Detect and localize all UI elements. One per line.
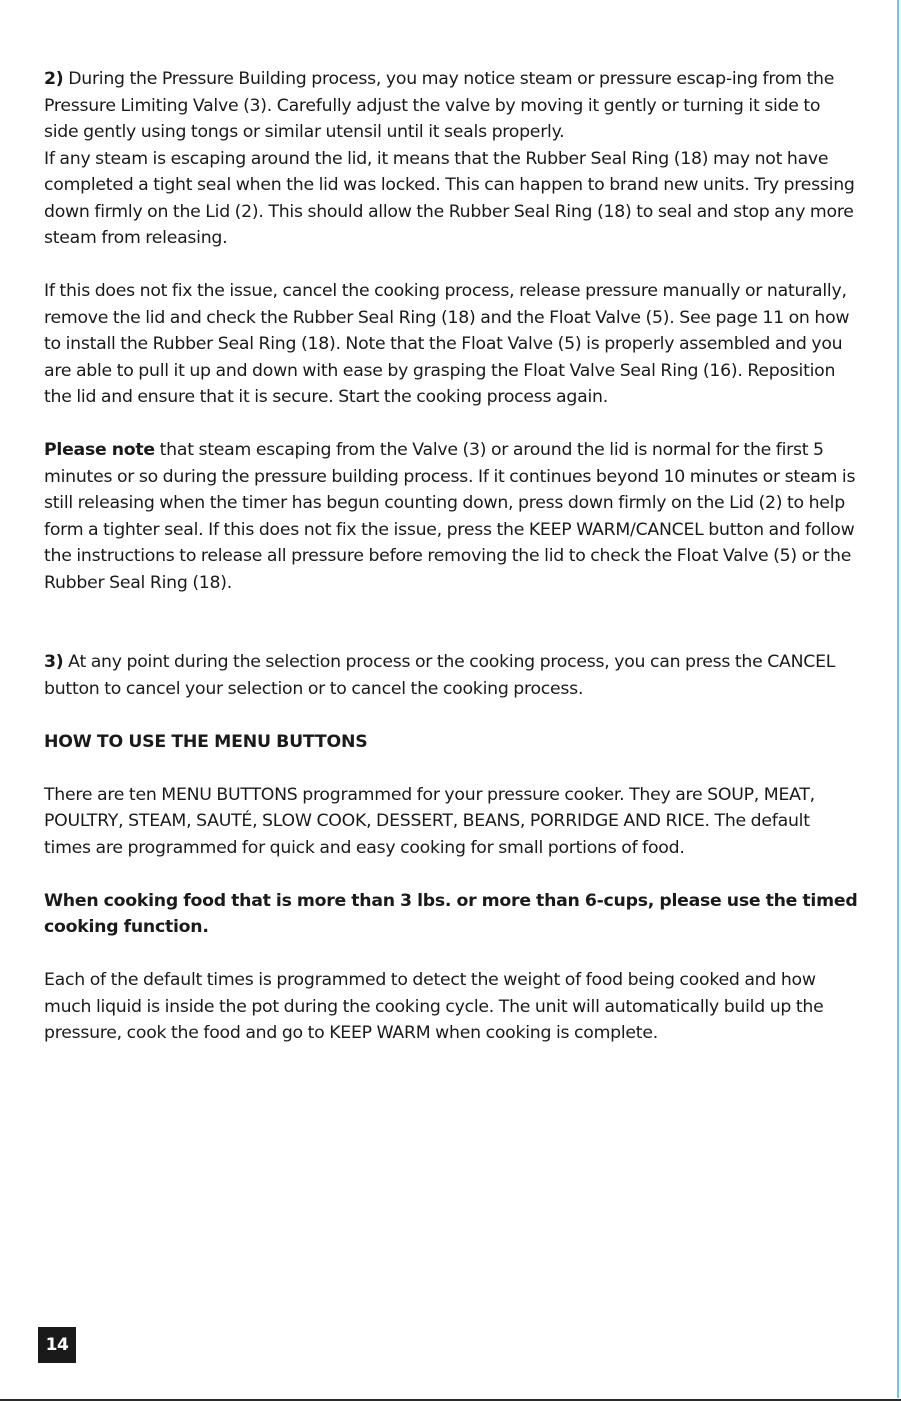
timed-cooking-note: When cooking food that is more than 3 lbs. or more than 6-cups, please use the timed cooking function. [44,890,858,937]
page-number-badge: 14 [38,1327,76,1363]
step-2-paragraph [44,66,859,146]
spacer [44,861,859,888]
step-3-paragraph [44,649,859,702]
steam-escaping-paragraph: If any steam is escaping around the lid, it means that the Rubber Seal Ring (18) may not have completed a tight seal when the lid was locked. This can happen to brand new units. Try pressing down firmly on the Lid (2). This should allow the Rubber Seal Ring (18) to seal and stop any more steam from releasing. [44,148,855,248]
step-3-text: At any point during the selection process or the cooking process, you can press the CANCEL button to cancel your selection or to cancel the cooking process. [44,652,836,699]
spacer [44,755,859,782]
spacer [44,252,859,279]
page-content [44,66,859,1047]
please-note-paragraph [44,437,859,596]
page-edge-rule [897,0,899,1398]
please-note-text: that steam escaping from the Valve (3) or around the lid is normal for the first 5 minutes or so during the pressure building process. If it continues beyond 10 minutes or steam is still releasing when the timer has begun counting down, press down firmly on the Lid (2) to help form a tighter seal. If this does not fix the issue, press the KEEP WARM/CANCEL button and follow the instructions to release all pressure before removing the lid to check the Float Valve (5) or the Rubber Seal Ring (18). [44,440,856,593]
please-note-lead: Please note [44,440,155,460]
step-3-number: 3) [44,652,64,672]
spacer [44,411,859,438]
default-times-paragraph: Each of the default times is programmed to detect the weight of food being cooked and how much liquid is inside the pot during the cooking cycle. The unit will automatically build up the pressure, cook the food and go to KEEP WARM when cooking is complete. [44,970,824,1043]
menu-buttons-paragraph: There are ten MENU BUTTONS programmed for your pressure cooker. They are SOUP, MEAT, POULTRY, STEAM, SAUTÉ, SLOW COOK, DESSERT, BEANS, PORRIDGE AND RICE. The default times are programmed for quick and easy cooking for small portions of food. [44,784,815,858]
fix-issue-paragraph: If this does not fix the issue, cancel the cooking process, release pressure manually or naturally, remove the lid and check the Rubber Seal Ring (18) and the Float Valve (5). See page 11 on how to install the Rubber Seal Ring (18). Note that the Float Valve (5) is properly assembled and you are able to pull it up and down with ease by grasping the Float Valve Seal Ring (16). Reposition the lid and ensure that it is secure. Start the cooking process again. [44,281,850,407]
spacer [44,702,859,729]
spacer [44,941,859,968]
menu-buttons-heading: HOW TO USE THE MENU BUTTONS [44,731,368,752]
spacer [44,596,859,649]
step-2-text: During the Pressure Building process, you may notice steam or pressure escap-ing from the Pressure Limiting Valve (3). Carefully adjust the valve by moving it gently or turning it side to side gently using tongs or similar utensil until it seals properly. [44,69,835,142]
step-2-number: 2) [44,69,64,89]
